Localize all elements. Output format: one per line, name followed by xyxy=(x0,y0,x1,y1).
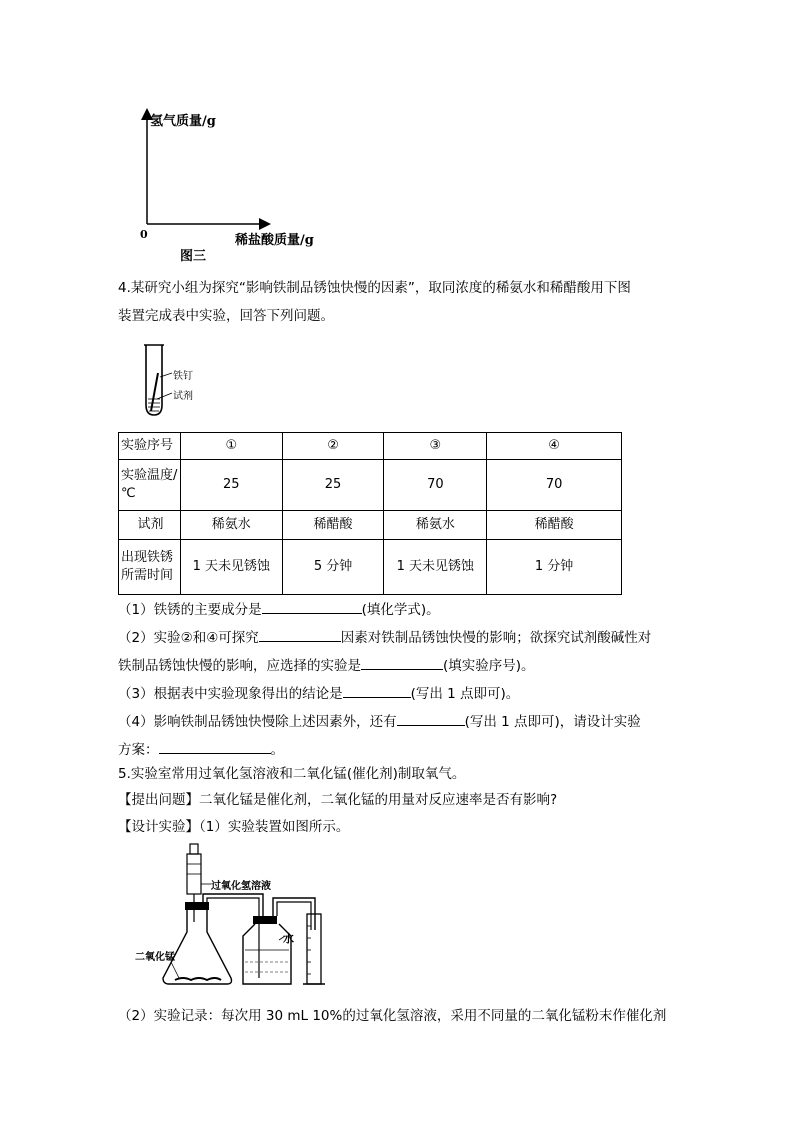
table-cell: 稀醋酸 xyxy=(487,511,622,540)
answer-blank[interactable] xyxy=(262,599,362,614)
q5-design: 【设计实验】（1）实验装置如图所示。 xyxy=(118,819,350,835)
table-cell: ② xyxy=(282,433,384,460)
table-cell: 5 分钟 xyxy=(282,540,384,595)
table-cell: 70 xyxy=(384,460,487,511)
q4-sub1-suffix: (填化学式)。 xyxy=(361,602,440,618)
answer-blank[interactable] xyxy=(397,711,465,726)
table-cell: ① xyxy=(180,433,282,460)
q4-stem-line2: 装置完成表中实验，回答下列问题。 xyxy=(118,308,334,324)
y-axis-label: 氢气质量/g xyxy=(150,114,216,129)
h2o2-label: 过氧化氢溶液 xyxy=(211,881,271,892)
table-row-label xyxy=(119,511,181,540)
answer-blank[interactable] xyxy=(343,683,411,698)
table-cell: 稀氨水 xyxy=(384,511,487,540)
row-label-line: 所需时间 xyxy=(121,568,174,583)
apparatus-diagram xyxy=(135,842,335,992)
q4-sub2-middle: 因素对铁制品锈蚀快慢的影响；欲探究试剂酸碱性对 xyxy=(340,630,652,646)
table-cell: 70 xyxy=(487,460,622,511)
nail-label: 铁钉 xyxy=(173,371,193,382)
q4-sub4-line2 xyxy=(118,739,284,760)
row-label-line: 出现铁锈 xyxy=(121,550,174,565)
q5-stem: 5.实验室常用过氧化氢溶液和二氧化锰(催化剂)制取氧气。 xyxy=(118,766,466,782)
answer-blank[interactable] xyxy=(259,627,341,642)
origin-label: 0 xyxy=(140,228,148,241)
q4-sub2-line2-suffix: (填实验序号)。 xyxy=(443,658,535,674)
q4-sub2-line2-prefix: 铁制品锈蚀快慢的影响，应选择的实验是 xyxy=(118,658,361,674)
graduated-cylinder xyxy=(307,914,321,984)
table-cell: ③ xyxy=(384,433,487,460)
table-header-row xyxy=(119,433,622,460)
x-axis-label: 稀盐酸质量/g xyxy=(235,233,314,248)
row-label-line: ℃ xyxy=(121,486,136,501)
row-label-line: 试剂 xyxy=(137,517,164,532)
q4-sub4-line2-suffix: 。 xyxy=(270,742,284,758)
conical-flask xyxy=(163,906,232,984)
q4-sub3 xyxy=(118,683,519,704)
answer-blank[interactable] xyxy=(159,739,271,754)
q4-sub3-prefix: （3）根据表中实验现象得出的结论是 xyxy=(118,686,343,702)
q4-sub4-line1 xyxy=(118,711,641,732)
mno2-label: 二氧化锰 xyxy=(135,952,175,963)
q4-sub2-prefix: （2）实验②和④可探究 xyxy=(118,630,259,646)
iron-nail xyxy=(151,373,158,411)
q4-sub4-line2-prefix: 方案： xyxy=(118,742,159,758)
q4-stem-line1: 4.某研究小组为探究“影响铁制品锈蚀快慢的因素”，取同浓度的稀氨水和稀醋酸用下图 xyxy=(118,280,631,296)
q5-record: （2）实验记录：每次用 30 mL 10%的过氧化氢溶液，采用不同量的二氧化锰粉末作催化剂 xyxy=(118,1008,667,1024)
table-cell: 实验序号 xyxy=(119,433,181,460)
q4-sub4-prefix: （4）影响铁制品锈蚀快慢除上述因素外，还有 xyxy=(118,714,397,730)
q4-sub2-line2 xyxy=(118,655,535,676)
q4-sub3-suffix: (写出 1 点即可)。 xyxy=(410,686,520,702)
table-cell: 1 分钟 xyxy=(487,540,622,595)
q4-sub4-suffix: (写出 1 点即可)，请设计实验 xyxy=(464,714,641,730)
table-row-label xyxy=(119,460,181,511)
table-cell: 稀醋酸 xyxy=(282,511,384,540)
table-cell: 25 xyxy=(180,460,282,511)
q5-question: 【提出问题】二氧化锰是催化剂，二氧化锰的用量对反应速率是否有影响? xyxy=(118,792,558,808)
table-cell: 稀氨水 xyxy=(180,511,282,540)
water-label: 水 xyxy=(283,932,294,945)
table-row-label xyxy=(119,540,181,595)
answer-blank[interactable] xyxy=(361,655,443,670)
figure-caption: 图三 xyxy=(180,249,207,264)
table-cell: 1 天未见锈蚀 xyxy=(180,540,282,595)
table-cell: 25 xyxy=(282,460,384,511)
q4-sub1-prefix: （1）铁锈的主要成分是 xyxy=(118,602,262,618)
q4-sub1 xyxy=(118,599,440,620)
table-row xyxy=(119,511,622,540)
experiment-table xyxy=(118,432,622,595)
q4-sub2-line1 xyxy=(118,627,651,648)
table-cell: 1 天未见锈蚀 xyxy=(384,540,487,595)
reagent-label: 试剂 xyxy=(173,391,193,402)
test-tube-diagram xyxy=(140,343,200,419)
table-row xyxy=(119,540,622,595)
row-label-line: 实验温度/ xyxy=(121,468,178,483)
figure-3 xyxy=(130,108,320,264)
table-row xyxy=(119,460,622,511)
reagent-liquid xyxy=(148,399,160,411)
table-cell: ④ xyxy=(487,433,622,460)
